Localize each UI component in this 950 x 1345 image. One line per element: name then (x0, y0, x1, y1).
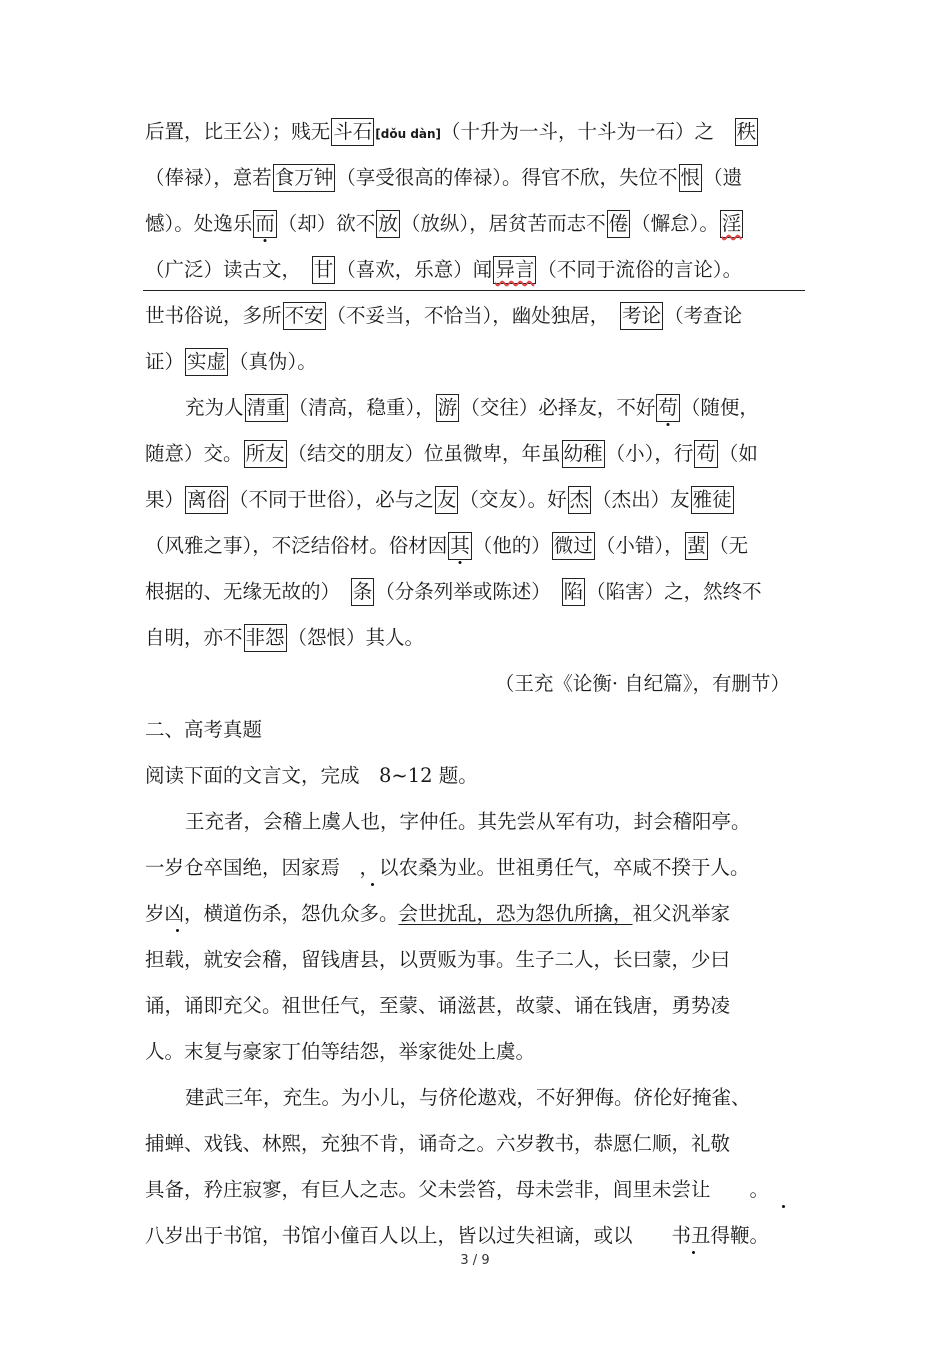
p3-line-3: 岁凶，横道伤杀，怨仇众多。会世扰乱，恐为怨仇所擒，祖父汎举家 (145, 902, 731, 925)
p2-line-2: 随意）交。 所友 （结交的朋友）位虽微卑，年虽 幼稚 （小），行 苟 （如 (145, 440, 758, 468)
annotated-term: 陷 (562, 578, 586, 606)
annotated-term: 食万钟 (273, 164, 336, 192)
annotated-term: 放 (376, 210, 400, 238)
instruction: 阅读下面的文言文，完成 8~12 题。 (145, 764, 478, 787)
emphasis-dot (176, 929, 179, 932)
annotated-term: 异言 (493, 256, 536, 284)
annotated-term: 所友 (244, 440, 287, 468)
p2-line-1: 充为人 清重 （清高，稳重）， 游 （交往）必择友，不好 苟 （随便， (185, 394, 759, 422)
p2-line-4: （风雅之事），不泛结俗材。俗材因 其 （他的） 微过 （小错）， 蜚 （无 (145, 532, 748, 560)
source-citation: （王充《论衡· 自纪篇》，有删节） (494, 672, 790, 695)
emphasis-dot (371, 883, 374, 886)
p4-line-2: 捕蝉、戏钱、林熙，充独不肯，诵奇之。六岁教书，恭愿仁顺，礼敬 (145, 1132, 731, 1155)
p3-line-5: 诵，诵即充父。祖世任气，至蒙、诵滋甚，故蒙、诵在钱唐，勇势凌 (145, 994, 731, 1017)
p1-line-1: 后置，比王公）；贱无 斗石 [dǒu dàn]（十升为一斗，十斗为一石）之 秩 (145, 118, 759, 148)
annotated-term: 不安 (283, 302, 326, 330)
p1-line-6: 证） 实虚 （真伪）。 (145, 348, 317, 376)
annotated-term: 斗石 (331, 118, 374, 146)
underlined-phrase: 会世扰乱，恐为怨仇所擒， (398, 902, 633, 925)
p3-line-1: 王充者，会稽上虞人也，字仲任。其先尝从军有功，封会稽阳亭。 (185, 810, 751, 833)
annotated-term: 而 (253, 210, 277, 238)
annotated-term: 微过 (552, 532, 595, 560)
annotated-term: 苟 (656, 394, 680, 422)
p2-line-6: 自明，亦不 非怨 （怨恨）其人。 (145, 624, 424, 652)
emphasis-dot (782, 1205, 785, 1208)
annotated-term: 幼稚 (562, 440, 605, 468)
p2-line-3: 果） 离俗 （不同于世俗），必与之 友 （交友）。好 杰 （杰出）友 雅徒 (145, 486, 735, 514)
p4-line-3: 具备，矜庄寂寥，有巨人之志。父未尝笞，母未尝非，闾里未尝让 。 (145, 1178, 770, 1201)
annotated-term: 杰 (568, 486, 592, 514)
annotated-term: 甘 (312, 256, 336, 284)
p3-line-6: 人。末复与豪家丁伯等结怨，举家徙处上虞。 (145, 1040, 536, 1063)
p2-line-5: 根据的、无缘无故的） 条 （分条列举或陈述） 陷 （陷害）之，然终不 (145, 578, 762, 606)
p1-line-4: （广泛）读古文， 甘 （喜欢，乐意）闻 异言 （不同于流俗的言论）。 (145, 256, 742, 284)
annotated-term: 实虚 (185, 348, 228, 376)
annotated-term: 友 (435, 486, 459, 514)
p1-line-5: 世书俗说，多所 不安 （不妥当，不恰当），幽处独居， 考论 （考查论 (145, 302, 742, 330)
annotated-term: 游 (436, 394, 460, 422)
annotated-term: 离俗 (185, 486, 228, 514)
annotated-term: 倦 (607, 210, 631, 238)
p4-line-1: 建武三年，充生。为小儿，与侪伦遨戏，不好狎侮。侪伦好掩雀、 (185, 1086, 751, 1109)
p3-line-2: 一岁仓卒国绝，因家焉 ，以农桑为业。世祖勇任气，卒咸不揆于人。 (145, 856, 750, 879)
annotated-term: 苟 (694, 440, 718, 468)
annotated-term: 清重 (245, 394, 288, 422)
p1-line-3: 憾）。处逸乐 而 （却）欲不 放 （放纵），居贫苦而志不 倦 （懈怠）。 淫 (145, 210, 744, 238)
annotated-term: 其 (448, 532, 472, 560)
annotated-term: 淫 (720, 210, 744, 238)
annotated-term: 非怨 (244, 624, 287, 652)
page-number: 3 / 9 (460, 1253, 490, 1268)
annotated-term: 恨 (679, 164, 703, 192)
annotated-term: 雅徒 (691, 486, 734, 514)
annotated-term: 条 (351, 578, 375, 606)
p3-line-4: 担载，就安会稽，留钱唐县，以贾贩为事。生子二人，长曰蒙，少曰 (145, 948, 731, 971)
annotated-term: 蜚 (685, 532, 709, 560)
p4-line-4: 八岁出于书馆，书馆小僮百人以上，皆以过失袒谪，或以 书丑得鞭。 (145, 1224, 770, 1247)
annotated-term: 考论 (620, 302, 663, 330)
pinyin: [dǒu dàn] (375, 127, 442, 141)
annotated-term: 秩 (735, 118, 759, 146)
section-title: 二、高考真题 (145, 718, 263, 741)
p1-line-2: （俸禄），意若 食万钟 （享受很高的俸禄）。得官不欣，失位不 恨 （遗 (145, 164, 742, 192)
horizontal-rule (143, 290, 805, 291)
